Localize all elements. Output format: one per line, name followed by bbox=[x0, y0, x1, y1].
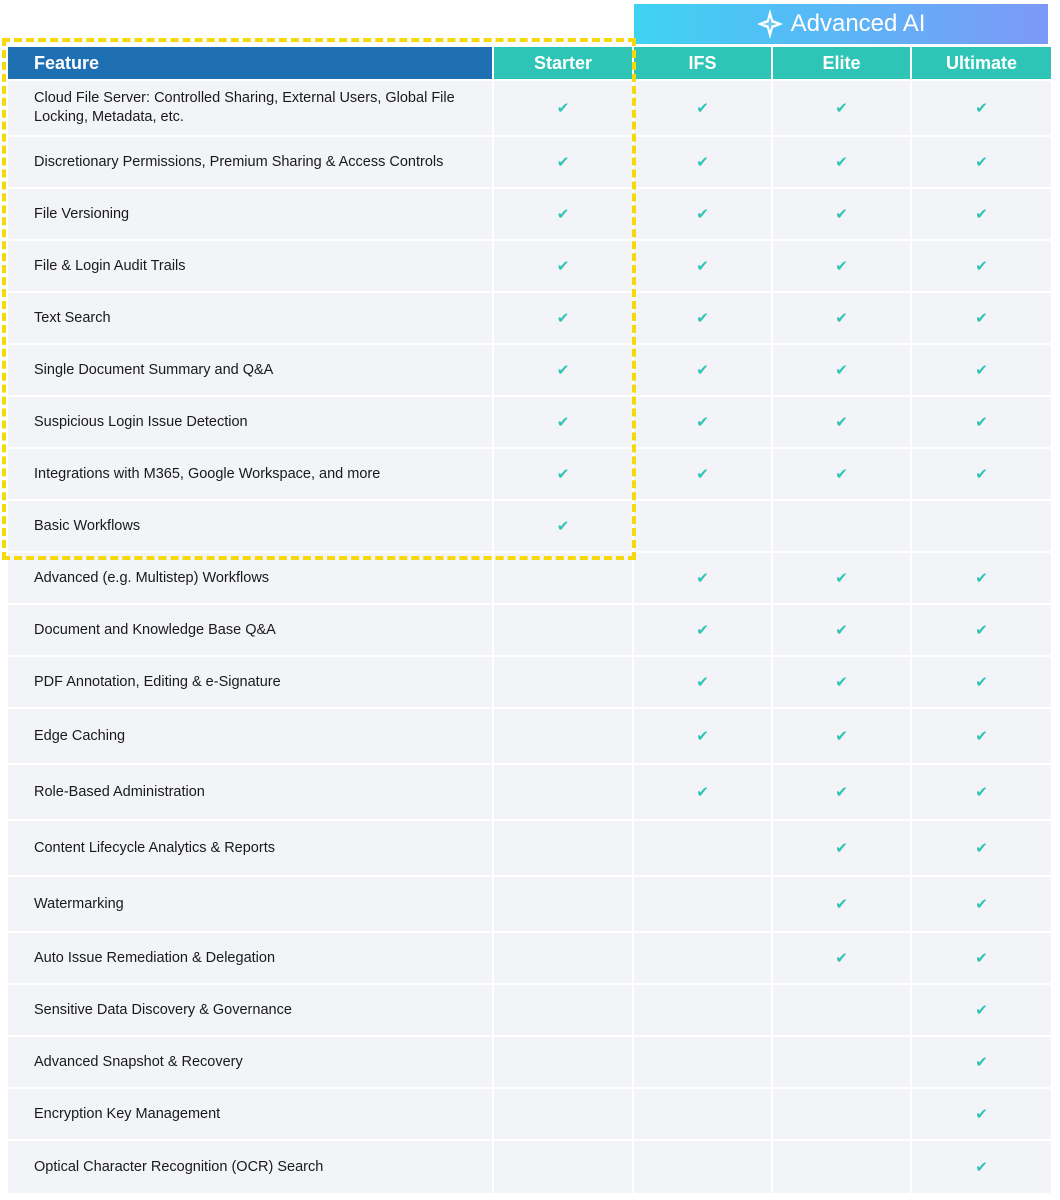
plan-cell-ifs bbox=[634, 241, 771, 291]
advanced-ai-label: Advanced AI bbox=[790, 10, 926, 37]
plan-cell-elite bbox=[773, 657, 910, 707]
plan-cell-starter bbox=[494, 397, 632, 447]
check-icon: ✔ bbox=[835, 99, 848, 117]
check-icon: ✔ bbox=[975, 257, 988, 275]
feature-name: Basic Workflows bbox=[8, 501, 492, 551]
plan-cell-ultimate bbox=[912, 189, 1051, 239]
feature-name: PDF Annotation, Editing & e-Signature bbox=[8, 657, 492, 707]
plan-cell-ifs bbox=[634, 1141, 771, 1193]
check-icon: ✔ bbox=[696, 153, 709, 171]
check-icon: ✔ bbox=[696, 257, 709, 275]
plan-cell-starter bbox=[494, 449, 632, 499]
check-icon: ✔ bbox=[975, 569, 988, 587]
check-icon: ✔ bbox=[975, 783, 988, 801]
plan-cell-ultimate bbox=[912, 1037, 1051, 1087]
check-icon: ✔ bbox=[975, 727, 988, 745]
plan-cell-starter bbox=[494, 189, 632, 239]
feature-name: Encryption Key Management bbox=[8, 1089, 492, 1139]
check-icon: ✔ bbox=[835, 257, 848, 275]
plan-cell-ultimate bbox=[912, 553, 1051, 603]
check-icon: ✔ bbox=[696, 465, 709, 483]
plan-cell-starter bbox=[494, 501, 632, 551]
plan-cell-starter bbox=[494, 241, 632, 291]
check-icon: ✔ bbox=[696, 99, 709, 117]
feature-name: File & Login Audit Trails bbox=[8, 241, 492, 291]
check-icon: ✔ bbox=[696, 309, 709, 327]
plan-cell-elite bbox=[773, 293, 910, 343]
plan-cell-starter bbox=[494, 1089, 632, 1139]
plan-cell-elite bbox=[773, 81, 910, 135]
plan-cell-ultimate bbox=[912, 605, 1051, 655]
check-icon: ✔ bbox=[556, 361, 570, 379]
plan-cell-ultimate bbox=[912, 81, 1051, 135]
plan-cell-starter bbox=[494, 765, 632, 819]
plan-cell-ifs bbox=[634, 657, 771, 707]
feature-name: Auto Issue Remediation & Delegation bbox=[8, 933, 492, 983]
plan-cell-elite bbox=[773, 397, 910, 447]
plan-cell-ultimate bbox=[912, 241, 1051, 291]
plan-cell-starter bbox=[494, 657, 632, 707]
check-icon: ✔ bbox=[835, 727, 848, 745]
check-icon: ✔ bbox=[975, 949, 988, 967]
check-icon: ✔ bbox=[835, 413, 848, 431]
feature-name: Content Lifecycle Analytics & Reports bbox=[8, 821, 492, 875]
check-icon: ✔ bbox=[975, 1105, 988, 1123]
plan-cell-ifs bbox=[634, 1037, 771, 1087]
check-icon: ✔ bbox=[835, 949, 848, 967]
check-icon: ✔ bbox=[556, 153, 570, 171]
plan-cell-elite bbox=[773, 553, 910, 603]
check-icon: ✔ bbox=[696, 673, 709, 691]
feature-name: Discretionary Permissions, Premium Sharing & Access Controls bbox=[8, 137, 492, 187]
plan-cell-starter bbox=[494, 345, 632, 395]
check-icon: ✔ bbox=[556, 257, 570, 275]
plan-cell-ultimate bbox=[912, 293, 1051, 343]
plan-cell-ifs bbox=[634, 877, 771, 931]
check-icon: ✔ bbox=[556, 465, 570, 483]
feature-name: Edge Caching bbox=[8, 709, 492, 763]
plan-cell-ultimate bbox=[912, 1089, 1051, 1139]
plan-cell-starter bbox=[494, 821, 632, 875]
plan-cell-elite bbox=[773, 241, 910, 291]
plan-cell-ultimate bbox=[912, 821, 1051, 875]
check-icon: ✔ bbox=[975, 1158, 988, 1176]
plan-cell-ifs bbox=[634, 985, 771, 1035]
feature-name: File Versioning bbox=[8, 189, 492, 239]
plan-cell-ifs bbox=[634, 397, 771, 447]
plan-cell-ifs bbox=[634, 933, 771, 983]
feature-name: Suspicious Login Issue Detection bbox=[8, 397, 492, 447]
plan-cell-starter bbox=[494, 1037, 632, 1087]
check-icon: ✔ bbox=[835, 465, 848, 483]
check-icon: ✔ bbox=[696, 413, 709, 431]
plan-cell-ifs bbox=[634, 345, 771, 395]
plan-cell-ultimate bbox=[912, 985, 1051, 1035]
header-ifs: IFS bbox=[634, 47, 771, 79]
check-icon: ✔ bbox=[835, 673, 848, 691]
check-icon: ✔ bbox=[835, 621, 848, 639]
check-icon: ✔ bbox=[696, 361, 709, 379]
feature-table bbox=[8, 47, 1051, 1193]
check-icon: ✔ bbox=[975, 99, 988, 117]
check-icon: ✔ bbox=[556, 413, 570, 431]
check-icon: ✔ bbox=[975, 205, 988, 223]
check-icon: ✔ bbox=[556, 99, 570, 117]
feature-name: Sensitive Data Discovery & Governance bbox=[8, 985, 492, 1035]
check-icon: ✔ bbox=[975, 839, 988, 857]
check-icon: ✔ bbox=[696, 569, 709, 587]
check-icon: ✔ bbox=[556, 309, 570, 327]
header-elite: Elite bbox=[773, 47, 910, 79]
advanced-ai-banner bbox=[634, 4, 1048, 44]
plan-cell-ifs bbox=[634, 137, 771, 187]
plan-cell-elite bbox=[773, 985, 910, 1035]
header-ultimate: Ultimate bbox=[912, 47, 1051, 79]
check-icon: ✔ bbox=[696, 783, 709, 801]
plan-cell-elite bbox=[773, 605, 910, 655]
plan-cell-ultimate bbox=[912, 765, 1051, 819]
plan-cell-elite bbox=[773, 1089, 910, 1139]
check-icon: ✔ bbox=[975, 1001, 988, 1019]
plan-cell-ifs bbox=[634, 605, 771, 655]
plan-cell-elite bbox=[773, 933, 910, 983]
plan-cell-elite bbox=[773, 877, 910, 931]
plan-cell-elite bbox=[773, 345, 910, 395]
check-icon: ✔ bbox=[835, 153, 848, 171]
plan-cell-starter bbox=[494, 605, 632, 655]
plan-cell-starter bbox=[494, 81, 632, 135]
plan-cell-starter bbox=[494, 877, 632, 931]
plan-cell-ifs bbox=[634, 709, 771, 763]
check-icon: ✔ bbox=[975, 309, 988, 327]
plan-cell-starter bbox=[494, 553, 632, 603]
check-icon: ✔ bbox=[835, 569, 848, 587]
check-icon: ✔ bbox=[835, 205, 848, 223]
plan-cell-elite bbox=[773, 449, 910, 499]
plan-cell-ultimate bbox=[912, 709, 1051, 763]
plan-cell-ifs bbox=[634, 553, 771, 603]
sparkle-icon bbox=[757, 9, 783, 39]
check-icon: ✔ bbox=[696, 621, 709, 639]
check-icon: ✔ bbox=[696, 727, 709, 745]
feature-name: Integrations with M365, Google Workspace, and more bbox=[8, 449, 492, 499]
plan-cell-ultimate bbox=[912, 1141, 1051, 1193]
plan-cell-ultimate bbox=[912, 877, 1051, 931]
plan-cell-elite bbox=[773, 821, 910, 875]
plan-cell-ultimate bbox=[912, 397, 1051, 447]
plan-cell-ifs bbox=[634, 81, 771, 135]
plan-cell-ifs bbox=[634, 1089, 771, 1139]
plan-cell-starter bbox=[494, 137, 632, 187]
check-icon: ✔ bbox=[835, 783, 848, 801]
plan-cell-ifs bbox=[634, 293, 771, 343]
plan-cell-ultimate bbox=[912, 449, 1051, 499]
check-icon: ✔ bbox=[835, 309, 848, 327]
check-icon: ✔ bbox=[835, 361, 848, 379]
header-feature: Feature bbox=[8, 47, 492, 79]
plan-cell-elite bbox=[773, 137, 910, 187]
plan-cell-starter bbox=[494, 293, 632, 343]
feature-name: Advanced (e.g. Multistep) Workflows bbox=[8, 553, 492, 603]
plan-cell-ifs bbox=[634, 501, 771, 551]
feature-name: Document and Knowledge Base Q&A bbox=[8, 605, 492, 655]
feature-name: Advanced Snapshot & Recovery bbox=[8, 1037, 492, 1087]
plan-cell-starter bbox=[494, 1141, 632, 1193]
plan-cell-ifs bbox=[634, 189, 771, 239]
plan-cell-ifs bbox=[634, 449, 771, 499]
plan-cell-elite bbox=[773, 1141, 910, 1193]
check-icon: ✔ bbox=[975, 413, 988, 431]
check-icon: ✔ bbox=[835, 839, 848, 857]
feature-name: Optical Character Recognition (OCR) Search bbox=[8, 1141, 492, 1193]
plan-cell-ifs bbox=[634, 765, 771, 819]
plan-cell-elite bbox=[773, 189, 910, 239]
plan-cell-ultimate bbox=[912, 933, 1051, 983]
feature-name: Text Search bbox=[8, 293, 492, 343]
check-icon: ✔ bbox=[835, 895, 848, 913]
plan-cell-ultimate bbox=[912, 137, 1051, 187]
check-icon: ✔ bbox=[975, 1053, 988, 1071]
check-icon: ✔ bbox=[556, 205, 570, 223]
plan-cell-ifs bbox=[634, 821, 771, 875]
plan-cell-ultimate bbox=[912, 345, 1051, 395]
plan-cell-starter bbox=[494, 933, 632, 983]
plan-cell-starter bbox=[494, 709, 632, 763]
plan-cell-ultimate bbox=[912, 657, 1051, 707]
feature-name: Single Document Summary and Q&A bbox=[8, 345, 492, 395]
plan-cell-starter bbox=[494, 985, 632, 1035]
plan-cell-elite bbox=[773, 765, 910, 819]
check-icon: ✔ bbox=[975, 895, 988, 913]
feature-name: Role-Based Administration bbox=[8, 765, 492, 819]
check-icon: ✔ bbox=[975, 361, 988, 379]
check-icon: ✔ bbox=[975, 465, 988, 483]
check-icon: ✔ bbox=[975, 153, 988, 171]
plan-cell-elite bbox=[773, 1037, 910, 1087]
check-icon: ✔ bbox=[556, 517, 570, 535]
feature-name: Watermarking bbox=[8, 877, 492, 931]
header-starter: Starter bbox=[494, 47, 632, 79]
plan-cell-ultimate bbox=[912, 501, 1051, 551]
check-icon: ✔ bbox=[975, 673, 988, 691]
plan-cell-elite bbox=[773, 501, 910, 551]
plan-cell-elite bbox=[773, 709, 910, 763]
check-icon: ✔ bbox=[696, 205, 709, 223]
check-icon: ✔ bbox=[975, 621, 988, 639]
feature-name: Cloud File Server: Controlled Sharing, External Users, Global File Locking, Metadata, etc. bbox=[8, 81, 492, 135]
